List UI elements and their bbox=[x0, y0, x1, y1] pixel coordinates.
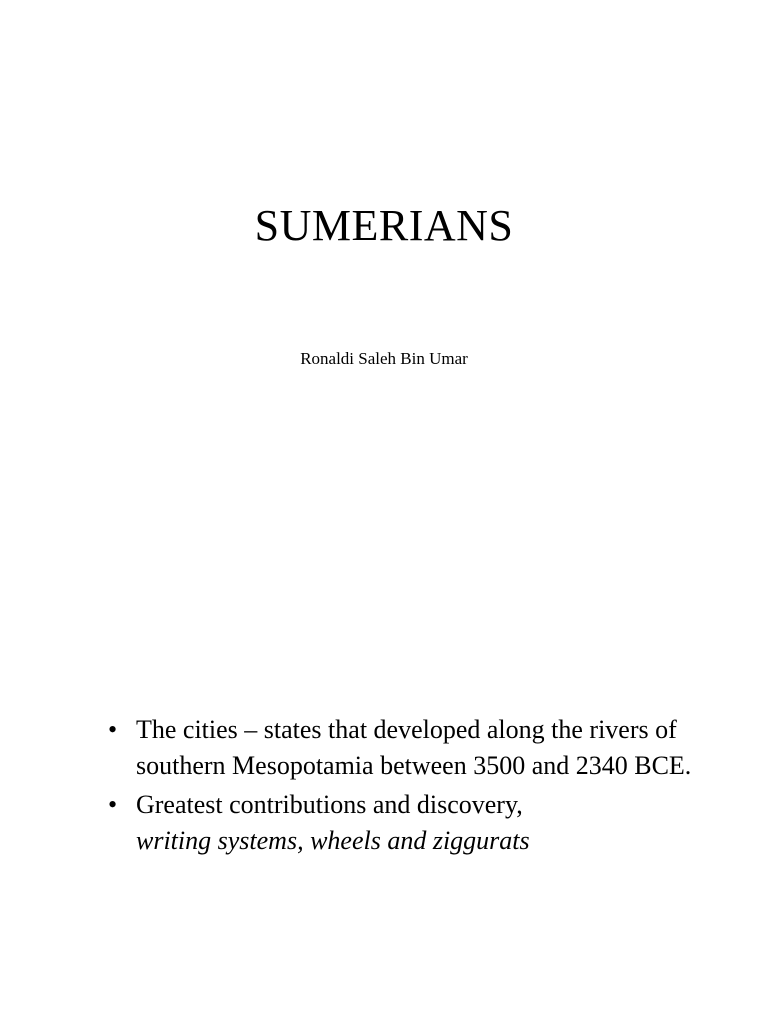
slide-title: SUMERIANS bbox=[254, 201, 514, 250]
bullet-icon: • bbox=[108, 790, 118, 819]
author-name: Ronaldi Saleh Bin Umar bbox=[300, 349, 468, 368]
bullet-item bbox=[106, 787, 706, 859]
bullet-icon: • bbox=[108, 715, 118, 744]
bullet-list bbox=[106, 712, 706, 862]
bullet-text: Greatest contributions and discovery, bbox=[136, 790, 523, 819]
content-slide bbox=[0, 512, 768, 1024]
bullet-item bbox=[106, 712, 706, 784]
bullet-italic-text: writing systems, wheels and ziggurats bbox=[136, 826, 530, 855]
bullet-text: The cities – states that developed along the rivers of southern Mesopotamia between 3500 and 2340 BCE. bbox=[136, 715, 692, 780]
